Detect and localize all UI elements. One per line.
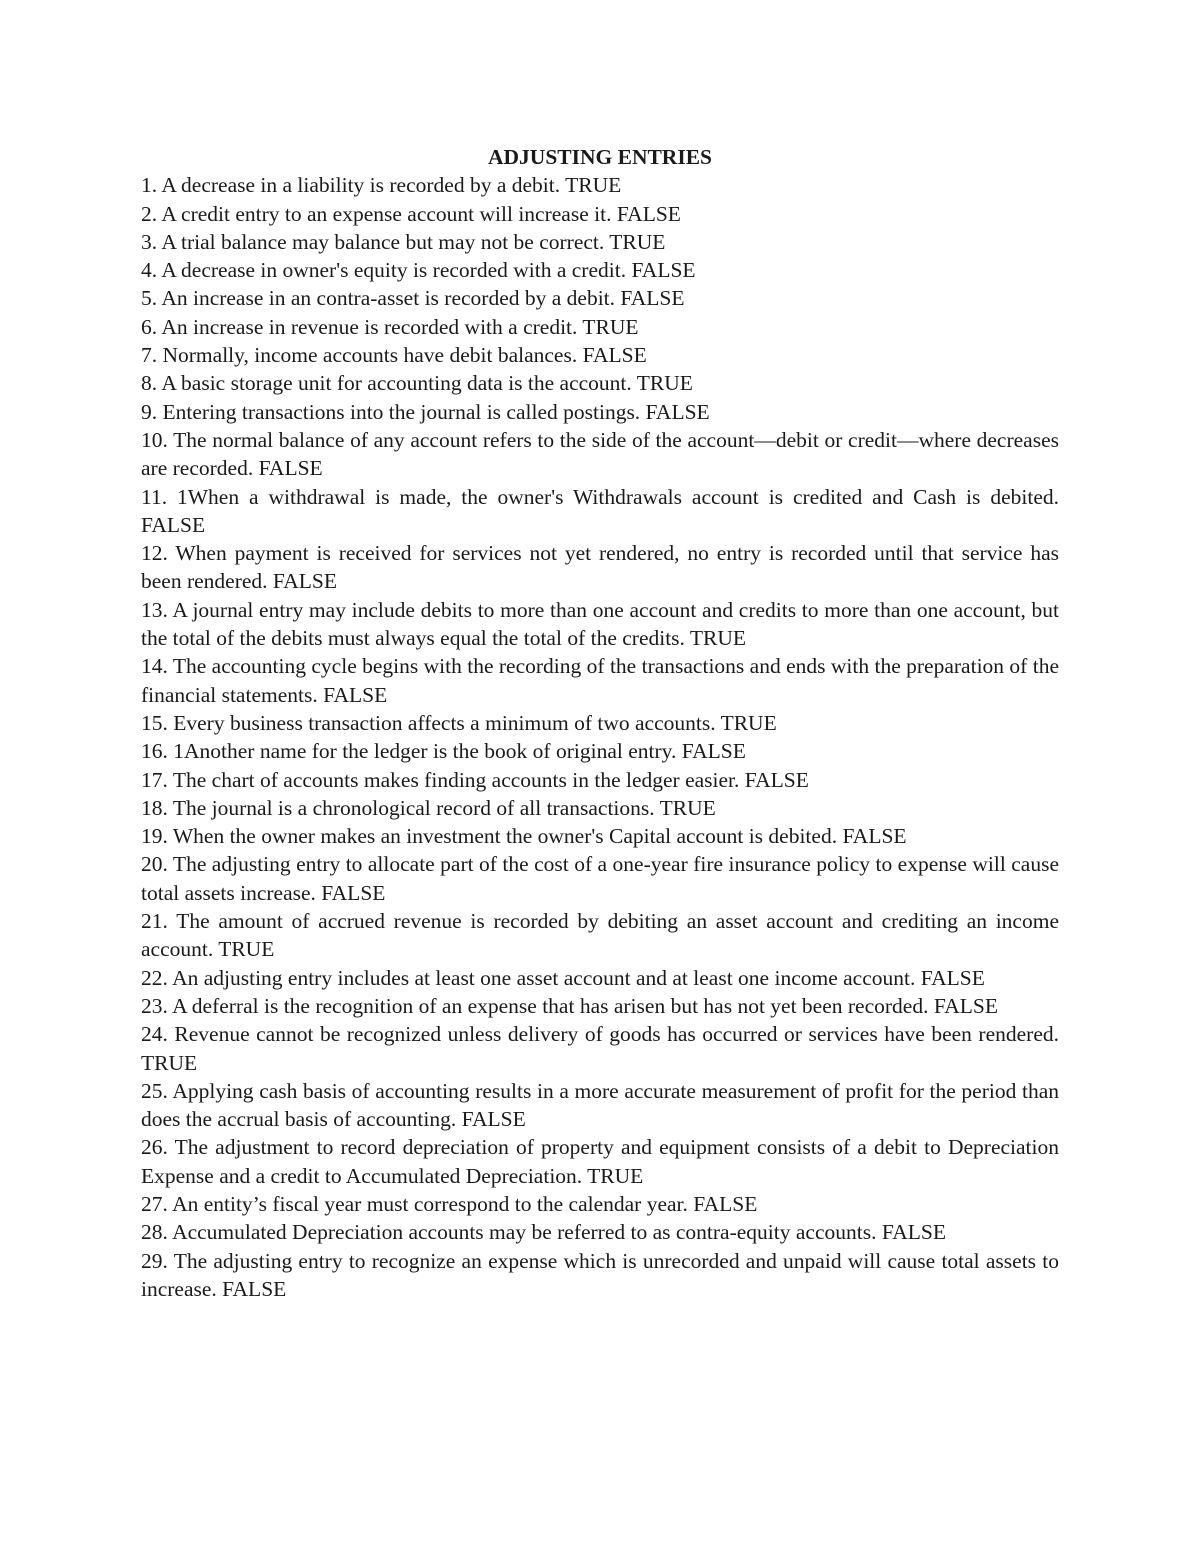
list-item: 6. An increase in revenue is recorded with a credit. TRUE xyxy=(141,314,639,339)
document-title: ADJUSTING ENTRIES xyxy=(487,145,713,169)
list-item: 22. An adjusting entry includes at least one asset account and at least one income account. FALSE xyxy=(141,965,985,990)
list-item: 5. An increase in an contra-asset is recorded by a debit. FALSE xyxy=(141,286,685,311)
list-item: 4. A decrease in owner's equity is recorded with a credit. FALSE xyxy=(141,258,696,283)
list-item: 20. The adjusting entry to allocate part of the cost of a one-year fire insurance policy to expense will cause total assets increase. FALSE xyxy=(141,852,1059,905)
list-item: 23. A deferral is the recognition of an expense that has arisen but has not yet been recorded. FALSE xyxy=(141,993,998,1018)
list-item: 24. Revenue cannot be recognized unless delivery of goods has occurred or services have been rendered. TRUE xyxy=(141,1022,1059,1075)
list-item: 1. A decrease in a liability is recorded by a debit. TRUE xyxy=(141,173,622,198)
list-item: 16. 1Another name for the ledger is the book of original entry. FALSE xyxy=(141,739,746,764)
list-item: 29. The adjusting entry to recognize an expense which is unrecorded and unpaid will cause total assets to increase. FALSE xyxy=(141,1248,1059,1301)
list-item: 7. Normally, income accounts have debit balances. FALSE xyxy=(141,343,647,368)
list-item: 15. Every business transaction affects a minimum of two accounts. TRUE xyxy=(141,710,777,735)
list-item: 10. The normal balance of any account refers to the side of the account—debit or credit—where decreases are recorded. FALSE xyxy=(141,427,1059,481)
list-item: 26. The adjustment to record depreciation of property and equipment consists of a debit to Depreciation Expense and a credit to Accumulated Depreciation. TRUE xyxy=(141,1135,1059,1188)
list-item: 12. When payment is received for services not yet rendered, no entry is recorded until that service has been rendered. FALSE xyxy=(141,541,1059,594)
list-item: 25. Applying cash basis of accounting results in a more accurate measurement of profit for the period than does the accrual basis of accounting. FALSE xyxy=(141,1078,1059,1132)
list-item: 14. The accounting cycle begins with the recording of the transactions and ends with the preparation of the financial statements. FALSE xyxy=(141,654,1059,707)
list-item: 2. A credit entry to an expense account will increase it. FALSE xyxy=(141,201,681,226)
list-item: 27. An entity’s fiscal year must correspond to the calendar year. FALSE xyxy=(141,1191,758,1216)
list-item: 3. A trial balance may balance but may not be correct. TRUE xyxy=(141,229,666,254)
list-item: 11. 1When a withdrawal is made, the owner's Withdrawals account is credited and Cash is debited. FALSE xyxy=(141,484,1059,537)
list-item: 21. The amount of accrued revenue is recorded by debiting an asset account and crediting an income account. TRUE xyxy=(141,909,1059,962)
list-item: 13. A journal entry may include debits to more than one account and credits to more than one account, but the total of the debits must always equal the total of the credits. TRUE xyxy=(141,597,1059,651)
list-item: 19. When the owner makes an investment the owner's Capital account is debited. FALSE xyxy=(141,824,907,849)
list-item: 8. A basic storage unit for accounting data is the account. TRUE xyxy=(141,371,693,396)
document-body xyxy=(141,143,1059,1303)
list-item: 9. Entering transactions into the journal is called postings. FALSE xyxy=(141,399,710,424)
list-item: 17. The chart of accounts makes finding accounts in the ledger easier. FALSE xyxy=(141,767,809,792)
list-item: 28. Accumulated Depreciation accounts may be referred to as contra-equity accounts. FALSE xyxy=(141,1220,946,1245)
question-list xyxy=(141,171,1059,1303)
list-item: 18. The journal is a chronological record of all transactions. TRUE xyxy=(141,795,716,820)
